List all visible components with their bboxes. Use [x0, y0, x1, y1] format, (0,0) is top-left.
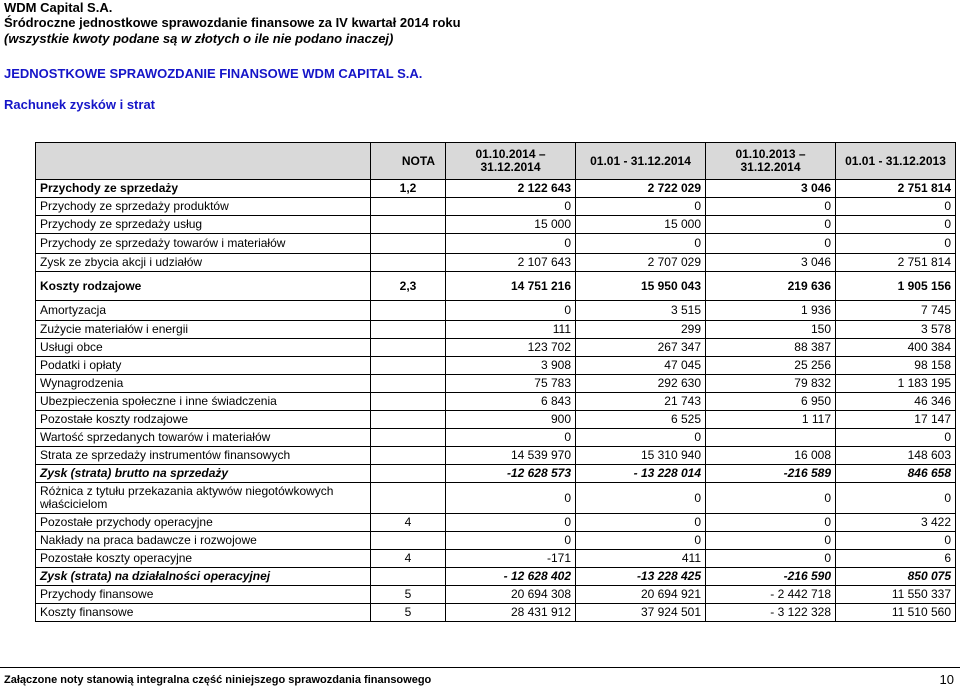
header-period-ytd-2013: 01.01 - 31.12.2013	[836, 143, 956, 180]
value-q4-2014: 900	[446, 411, 576, 429]
value-q4-2013: 79 832	[706, 375, 836, 393]
row-label: Ubezpieczenia społeczne i inne świadczenia	[36, 393, 371, 411]
table-header-row	[36, 143, 956, 180]
value-ytd-2014: 0	[576, 198, 706, 216]
value-q4-2013: 88 387	[706, 339, 836, 357]
value-q4-2014: 0	[446, 514, 576, 532]
row-label: Wartość sprzedanych towarów i materiałów	[36, 429, 371, 447]
value-q4-2013: 3 046	[706, 180, 836, 198]
value-q4-2013: - 2 442 718	[706, 586, 836, 604]
value-ytd-2013: 0	[836, 234, 956, 254]
value-q4-2014: 0	[446, 301, 576, 321]
table-row	[36, 465, 956, 483]
value-ytd-2013: 1 183 195	[836, 375, 956, 393]
value-ytd-2014: 6 525	[576, 411, 706, 429]
table-row	[36, 568, 956, 586]
value-q4-2014: -12 628 573	[446, 465, 576, 483]
value-q4-2013: 6 950	[706, 393, 836, 411]
value-q4-2014: 75 783	[446, 375, 576, 393]
row-nota: 1,2	[371, 180, 446, 198]
row-nota	[371, 216, 446, 234]
value-ytd-2014: 0	[576, 532, 706, 550]
value-q4-2013: 1 117	[706, 411, 836, 429]
table-row	[36, 550, 956, 568]
header-period-ytd-2014: 01.01 - 31.12.2014	[576, 143, 706, 180]
row-label: Różnica z tytułu przekazania aktywów niegotówkowych właścicielom	[36, 483, 371, 514]
value-q4-2014: 14 539 970	[446, 447, 576, 465]
row-nota	[371, 254, 446, 272]
table-row	[36, 216, 956, 234]
row-label: Przychody finansowe	[36, 586, 371, 604]
table-row	[36, 483, 956, 514]
row-nota	[371, 339, 446, 357]
value-q4-2014: - 12 628 402	[446, 568, 576, 586]
header-nota: NOTA	[371, 143, 446, 180]
value-ytd-2014: 0	[576, 483, 706, 514]
table-row	[36, 301, 956, 321]
value-q4-2014: 0	[446, 234, 576, 254]
row-nota: 4	[371, 550, 446, 568]
value-ytd-2014: 15 310 940	[576, 447, 706, 465]
value-q4-2013: 0	[706, 483, 836, 514]
row-label: Amortyzacja	[36, 301, 371, 321]
table-row	[36, 254, 956, 272]
value-ytd-2014: 292 630	[576, 375, 706, 393]
value-ytd-2014: 411	[576, 550, 706, 568]
row-nota	[371, 483, 446, 514]
row-nota: 5	[371, 586, 446, 604]
value-q4-2014: 111	[446, 321, 576, 339]
value-ytd-2013: 3 578	[836, 321, 956, 339]
row-label: Przychody ze sprzedaży	[36, 180, 371, 198]
value-q4-2014: -171	[446, 550, 576, 568]
value-ytd-2014: 0	[576, 429, 706, 447]
table-row	[36, 532, 956, 550]
row-label: Zużycie materiałów i energii	[36, 321, 371, 339]
table-row	[36, 429, 956, 447]
table-row	[36, 375, 956, 393]
value-ytd-2014: 0	[576, 514, 706, 532]
table-row	[36, 198, 956, 216]
row-label: Wynagrodzenia	[36, 375, 371, 393]
value-q4-2014: 15 000	[446, 216, 576, 234]
value-ytd-2014: 299	[576, 321, 706, 339]
row-nota	[371, 357, 446, 375]
value-q4-2013: 3 046	[706, 254, 836, 272]
value-ytd-2013: 46 346	[836, 393, 956, 411]
value-ytd-2014: -13 228 425	[576, 568, 706, 586]
row-label: Pozostałe koszty operacyjne	[36, 550, 371, 568]
value-ytd-2013: 850 075	[836, 568, 956, 586]
row-label: Przychody ze sprzedaży towarów i materiałów	[36, 234, 371, 254]
row-nota	[371, 465, 446, 483]
row-label: Przychody ze sprzedaży usług	[36, 216, 371, 234]
value-ytd-2014: 47 045	[576, 357, 706, 375]
row-label: Nakłady na praca badawcze i rozwojowe	[36, 532, 371, 550]
value-ytd-2014: - 13 228 014	[576, 465, 706, 483]
value-q4-2013: -216 589	[706, 465, 836, 483]
row-nota	[371, 447, 446, 465]
value-ytd-2013: 7 745	[836, 301, 956, 321]
row-label: Koszty rodzajowe	[36, 272, 371, 301]
value-ytd-2013: 17 147	[836, 411, 956, 429]
value-q4-2013: 1 936	[706, 301, 836, 321]
value-q4-2014: 14 751 216	[446, 272, 576, 301]
value-q4-2013: 0	[706, 514, 836, 532]
row-label: Strata ze sprzedaży instrumentów finansowych	[36, 447, 371, 465]
row-nota: 2,3	[371, 272, 446, 301]
value-ytd-2013: 0	[836, 198, 956, 216]
value-q4-2013: 0	[706, 216, 836, 234]
value-ytd-2014: 2 722 029	[576, 180, 706, 198]
table-row	[36, 180, 956, 198]
row-label: Zysk ze zbycia akcji i udziałów	[36, 254, 371, 272]
table-row	[36, 586, 956, 604]
row-nota	[371, 532, 446, 550]
value-q4-2013	[706, 429, 836, 447]
row-nota	[371, 393, 446, 411]
table-row	[36, 272, 956, 301]
table-row	[36, 393, 956, 411]
row-nota: 4	[371, 514, 446, 532]
value-ytd-2014: 37 924 501	[576, 604, 706, 622]
header-period-q4-2013: 01.10.2013 – 31.12.2014	[706, 143, 836, 180]
row-label: Przychody ze sprzedaży produktów	[36, 198, 371, 216]
value-q4-2013: 219 636	[706, 272, 836, 301]
value-q4-2013: -216 590	[706, 568, 836, 586]
row-nota	[371, 411, 446, 429]
row-label: Zysk (strata) na działalności operacyjnej	[36, 568, 371, 586]
row-label: Pozostałe koszty rodzajowe	[36, 411, 371, 429]
row-label: Zysk (strata) brutto na sprzedaży	[36, 465, 371, 483]
value-q4-2013: 0	[706, 550, 836, 568]
value-q4-2013: 0	[706, 234, 836, 254]
header-label-cell	[36, 143, 371, 180]
row-label: Koszty finansowe	[36, 604, 371, 622]
value-q4-2014: 2 122 643	[446, 180, 576, 198]
value-ytd-2013: 1 905 156	[836, 272, 956, 301]
row-nota	[371, 321, 446, 339]
value-q4-2014: 0	[446, 198, 576, 216]
value-ytd-2013: 98 158	[836, 357, 956, 375]
value-ytd-2013: 6	[836, 550, 956, 568]
value-q4-2014: 28 431 912	[446, 604, 576, 622]
value-q4-2014: 0	[446, 483, 576, 514]
value-ytd-2013: 2 751 814	[836, 180, 956, 198]
statement-title: Rachunek zysków i strat	[4, 97, 155, 112]
value-ytd-2014: 3 515	[576, 301, 706, 321]
value-ytd-2013: 3 422	[836, 514, 956, 532]
value-ytd-2013: 400 384	[836, 339, 956, 357]
value-q4-2014: 0	[446, 429, 576, 447]
table-row	[36, 339, 956, 357]
row-nota	[371, 568, 446, 586]
value-q4-2013: 25 256	[706, 357, 836, 375]
table-row	[36, 234, 956, 254]
value-q4-2014: 3 908	[446, 357, 576, 375]
row-label: Podatki i opłaty	[36, 357, 371, 375]
value-q4-2013: 0	[706, 532, 836, 550]
row-nota	[371, 375, 446, 393]
value-ytd-2014: 20 694 921	[576, 586, 706, 604]
value-q4-2014: 20 694 308	[446, 586, 576, 604]
table-row	[36, 604, 956, 622]
footer-note: Załączone noty stanowią integralna część niniejszego sprawozdania finansowego	[4, 674, 432, 686]
value-ytd-2014: 21 743	[576, 393, 706, 411]
value-ytd-2014: 15 950 043	[576, 272, 706, 301]
value-q4-2014: 6 843	[446, 393, 576, 411]
value-ytd-2013: 11 550 337	[836, 586, 956, 604]
footer-divider	[0, 667, 960, 668]
value-q4-2013: 0	[706, 198, 836, 216]
value-q4-2013: 16 008	[706, 447, 836, 465]
value-q4-2013: 150	[706, 321, 836, 339]
value-q4-2014: 123 702	[446, 339, 576, 357]
value-q4-2013: - 3 122 328	[706, 604, 836, 622]
income-statement-table	[35, 142, 956, 622]
table-row	[36, 514, 956, 532]
row-nota: 5	[371, 604, 446, 622]
value-ytd-2013: 846 658	[836, 465, 956, 483]
value-ytd-2014: 0	[576, 234, 706, 254]
value-ytd-2013: 148 603	[836, 447, 956, 465]
page-number: 10	[939, 672, 954, 687]
header-period-q4-2014: 01.10.2014 – 31.12.2014	[446, 143, 576, 180]
row-nota	[371, 198, 446, 216]
row-label: Pozostałe przychody operacyjne	[36, 514, 371, 532]
value-q4-2014: 0	[446, 532, 576, 550]
row-nota	[371, 301, 446, 321]
table-row	[36, 321, 956, 339]
table-row	[36, 447, 956, 465]
report-subtitle: Śródroczne jednostkowe sprawozdanie finansowe za IV kwartał 2014 roku	[4, 15, 461, 30]
value-ytd-2013: 0	[836, 532, 956, 550]
value-ytd-2014: 2 707 029	[576, 254, 706, 272]
value-ytd-2013: 0	[836, 483, 956, 514]
value-ytd-2013: 0	[836, 429, 956, 447]
value-ytd-2013: 11 510 560	[836, 604, 956, 622]
value-ytd-2013: 0	[836, 216, 956, 234]
row-label: Usługi obce	[36, 339, 371, 357]
row-nota	[371, 234, 446, 254]
row-nota	[371, 429, 446, 447]
section-title: JEDNOSTKOWE SPRAWOZDANIE FINANSOWE WDM CAPITAL S.A.	[4, 66, 423, 81]
company-name: WDM Capital S.A.	[4, 0, 113, 15]
table-row	[36, 411, 956, 429]
value-ytd-2014: 267 347	[576, 339, 706, 357]
value-q4-2014: 2 107 643	[446, 254, 576, 272]
value-ytd-2013: 2 751 814	[836, 254, 956, 272]
table-row	[36, 357, 956, 375]
value-ytd-2014: 15 000	[576, 216, 706, 234]
currency-note: (wszystkie kwoty podane są w złotych o ile nie podano inaczej)	[4, 31, 394, 46]
